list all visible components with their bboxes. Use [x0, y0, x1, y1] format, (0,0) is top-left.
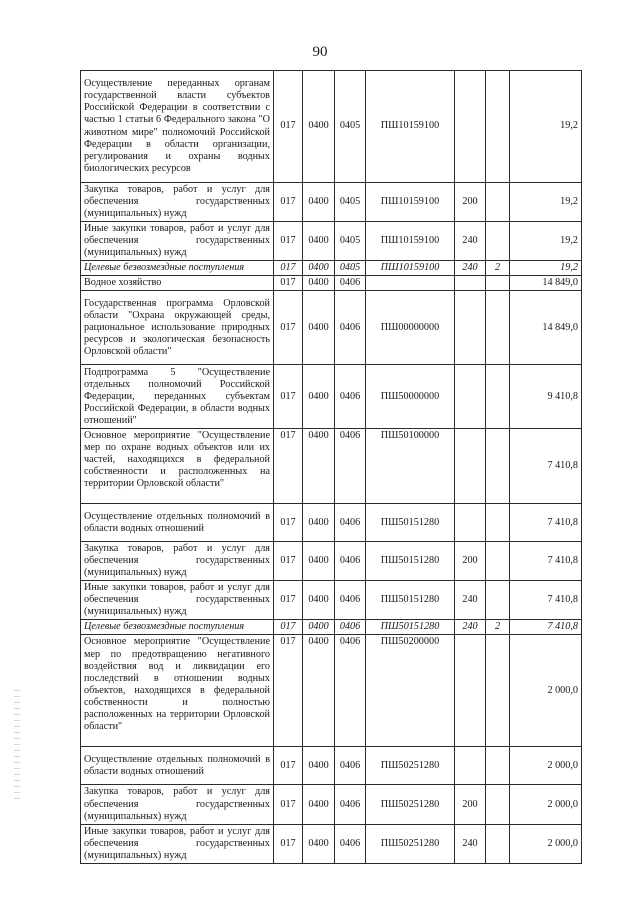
amount-cell: 19,2	[510, 183, 582, 222]
section-code: 0400	[303, 581, 335, 620]
subsection-code: 0405	[335, 261, 366, 276]
row-name: Целевые безвозмездные поступления	[81, 620, 274, 635]
section-code: 0400	[303, 542, 335, 581]
amount-cell: 7 410,8	[510, 504, 582, 542]
expense-type-code	[455, 71, 486, 183]
subsection-code: 0406	[335, 581, 366, 620]
funding-source-code: 2	[486, 261, 510, 276]
table-row	[81, 620, 582, 635]
grbs-code: 017	[274, 222, 303, 261]
expense-type-code: 200	[455, 183, 486, 222]
amount-cell: 2 000,0	[510, 635, 582, 747]
expense-type-code: 240	[455, 581, 486, 620]
target-article-code: ПШ50251280	[366, 747, 455, 785]
target-article-code: ПШ10159100	[366, 183, 455, 222]
expense-type-code	[455, 747, 486, 785]
subsection-code: 0406	[335, 620, 366, 635]
table-row	[81, 71, 582, 183]
section-code: 0400	[303, 635, 335, 747]
row-name: Закупка товаров, работ и услуг для обеспечения государственных (муниципальных) нужд	[81, 542, 274, 581]
expense-type-code: 200	[455, 542, 486, 581]
funding-source-code	[486, 504, 510, 542]
amount-cell: 7 410,8	[510, 542, 582, 581]
expense-type-code	[455, 504, 486, 542]
subsection-code: 0406	[335, 824, 366, 863]
subsection-code: 0406	[335, 635, 366, 747]
section-code: 0400	[303, 824, 335, 863]
row-name: Водное хозяйство	[81, 276, 274, 291]
target-article-code: ПШ10159100	[366, 222, 455, 261]
target-article-code: ПШ50151280	[366, 620, 455, 635]
subsection-code: 0406	[335, 276, 366, 291]
target-article-code: ПШ50251280	[366, 785, 455, 824]
amount-cell: 19,2	[510, 71, 582, 183]
grbs-code: 017	[274, 824, 303, 863]
row-name: Целевые безвозмездные поступления	[81, 261, 274, 276]
section-code: 0400	[303, 620, 335, 635]
expense-type-code: 240	[455, 261, 486, 276]
row-name: Иные закупки товаров, работ и услуг для обеспечения государственных (муниципальных) нужд	[81, 222, 274, 261]
amount-cell: 14 849,0	[510, 276, 582, 291]
grbs-code: 017	[274, 183, 303, 222]
section-code: 0400	[303, 504, 335, 542]
row-name: Иные закупки товаров, работ и услуг для обеспечения государственных (муниципальных) нужд	[81, 824, 274, 863]
row-name: Осуществление переданных органам государственной власти субъектов Российской Федерации в соответствии с частью 1 статьи 6 Федерального закона "О животном мире" полномочий Российской Федерации в области организации, регулирования и охраны водных биологических ресурсов	[81, 71, 274, 183]
section-code: 0400	[303, 183, 335, 222]
expense-type-code	[455, 635, 486, 747]
expense-type-code	[455, 291, 486, 365]
funding-source-code	[486, 71, 510, 183]
grbs-code: 017	[274, 276, 303, 291]
amount-cell: 7 410,8	[510, 581, 582, 620]
target-article-code: ПШ50200000	[366, 635, 455, 747]
table-body	[81, 71, 582, 864]
table-row	[81, 635, 582, 747]
funding-source-code	[486, 785, 510, 824]
expense-type-code	[455, 429, 486, 504]
funding-source-code	[486, 429, 510, 504]
grbs-code: 017	[274, 291, 303, 365]
section-code: 0400	[303, 365, 335, 429]
page-number: 90	[312, 44, 328, 60]
target-article-code: ПШ50000000	[366, 365, 455, 429]
grbs-code: 017	[274, 635, 303, 747]
amount-cell: 7 410,8	[510, 620, 582, 635]
table-row	[81, 261, 582, 276]
funding-source-code	[486, 824, 510, 863]
funding-source-code	[486, 222, 510, 261]
target-article-code: ПШ10159100	[366, 71, 455, 183]
subsection-code: 0406	[335, 785, 366, 824]
subsection-code: 0406	[335, 504, 366, 542]
table-row	[81, 747, 582, 785]
table-row	[81, 183, 582, 222]
section-code: 0400	[303, 261, 335, 276]
expense-type-code: 240	[455, 222, 486, 261]
expense-type-code	[455, 365, 486, 429]
funding-source-code	[486, 747, 510, 785]
expense-type-code	[455, 276, 486, 291]
subsection-code: 0406	[335, 429, 366, 504]
table-row	[81, 785, 582, 824]
funding-source-code	[486, 365, 510, 429]
section-code: 0400	[303, 276, 335, 291]
target-article-code: ПШ50151280	[366, 542, 455, 581]
section-code: 0400	[303, 429, 335, 504]
table-row	[81, 291, 582, 365]
scan-margin-marks	[14, 690, 20, 800]
subsection-code: 0406	[335, 747, 366, 785]
section-code: 0400	[303, 747, 335, 785]
grbs-code: 017	[274, 365, 303, 429]
target-article-code: ПШ00000000	[366, 291, 455, 365]
grbs-code: 017	[274, 261, 303, 276]
section-code: 0400	[303, 785, 335, 824]
row-name: Государственная программа Орловской области "Охрана окружающей среды, рациональное использование природных ресурсов и экологическая безопасность Орловской области"	[81, 291, 274, 365]
table-row	[81, 542, 582, 581]
grbs-code: 017	[274, 71, 303, 183]
row-name: Основное мероприятие "Осуществление мер по предотвращению негативного воздействия вод и ликвидации его последствий в отношении водных объектов, находящихся в федеральной собственности и полностью расположенных на территории Орловской области"	[81, 635, 274, 747]
row-name: Закупка товаров, работ и услуг для обеспечения государственных (муниципальных) нужд	[81, 785, 274, 824]
table-row	[81, 824, 582, 863]
funding-source-code	[486, 276, 510, 291]
grbs-code: 017	[274, 542, 303, 581]
row-name: Подпрограмма 5 "Осуществление отдельных полномочий Российской Федерации, переданных субъектам Российской Федерации, в области водных отношений"	[81, 365, 274, 429]
funding-source-code	[486, 291, 510, 365]
table-row	[81, 276, 582, 291]
amount-cell: 9 410,8	[510, 365, 582, 429]
subsection-code: 0405	[335, 183, 366, 222]
funding-source-code	[486, 581, 510, 620]
table-row	[81, 429, 582, 504]
subsection-code: 0406	[335, 542, 366, 581]
amount-cell: 2 000,0	[510, 785, 582, 824]
subsection-code: 0406	[335, 291, 366, 365]
table-row	[81, 504, 582, 542]
section-code: 0400	[303, 291, 335, 365]
subsection-code: 0405	[335, 71, 366, 183]
amount-cell: 2 000,0	[510, 824, 582, 863]
target-article-code	[366, 276, 455, 291]
table-row	[81, 581, 582, 620]
amount-cell: 2 000,0	[510, 747, 582, 785]
target-article-code: ПШ50151280	[366, 504, 455, 542]
grbs-code: 017	[274, 504, 303, 542]
grbs-code: 017	[274, 785, 303, 824]
amount-cell: 19,2	[510, 222, 582, 261]
section-code: 0400	[303, 222, 335, 261]
target-article-code: ПШ50100000	[366, 429, 455, 504]
grbs-code: 017	[274, 620, 303, 635]
row-name: Закупка товаров, работ и услуг для обеспечения государственных (муниципальных) нужд	[81, 183, 274, 222]
funding-source-code	[486, 542, 510, 581]
funding-source-code: 2	[486, 620, 510, 635]
grbs-code: 017	[274, 747, 303, 785]
row-name: Осуществление отдельных полномочий в области водных отношений	[81, 504, 274, 542]
table-row	[81, 365, 582, 429]
expense-type-code: 200	[455, 785, 486, 824]
amount-cell: 7 410,8	[510, 429, 582, 504]
funding-source-code	[486, 635, 510, 747]
expense-type-code: 240	[455, 620, 486, 635]
row-name: Основное мероприятие "Осуществление мер по охране водных объектов или их частей, находящихся в федеральной собственности и расположенных на территории Орловской области"	[81, 429, 274, 504]
target-article-code: ПШ50251280	[366, 824, 455, 863]
amount-cell: 14 849,0	[510, 291, 582, 365]
target-article-code: ПШ10159100	[366, 261, 455, 276]
section-code: 0400	[303, 71, 335, 183]
subsection-code: 0405	[335, 222, 366, 261]
target-article-code: ПШ50151280	[366, 581, 455, 620]
row-name: Иные закупки товаров, работ и услуг для обеспечения государственных (муниципальных) нужд	[81, 581, 274, 620]
amount-cell: 19,2	[510, 261, 582, 276]
budget-table	[80, 70, 582, 864]
table-row	[81, 222, 582, 261]
grbs-code: 017	[274, 429, 303, 504]
funding-source-code	[486, 183, 510, 222]
subsection-code: 0406	[335, 365, 366, 429]
grbs-code: 017	[274, 581, 303, 620]
expense-type-code: 240	[455, 824, 486, 863]
row-name: Осуществление отдельных полномочий в области водных отношений	[81, 747, 274, 785]
